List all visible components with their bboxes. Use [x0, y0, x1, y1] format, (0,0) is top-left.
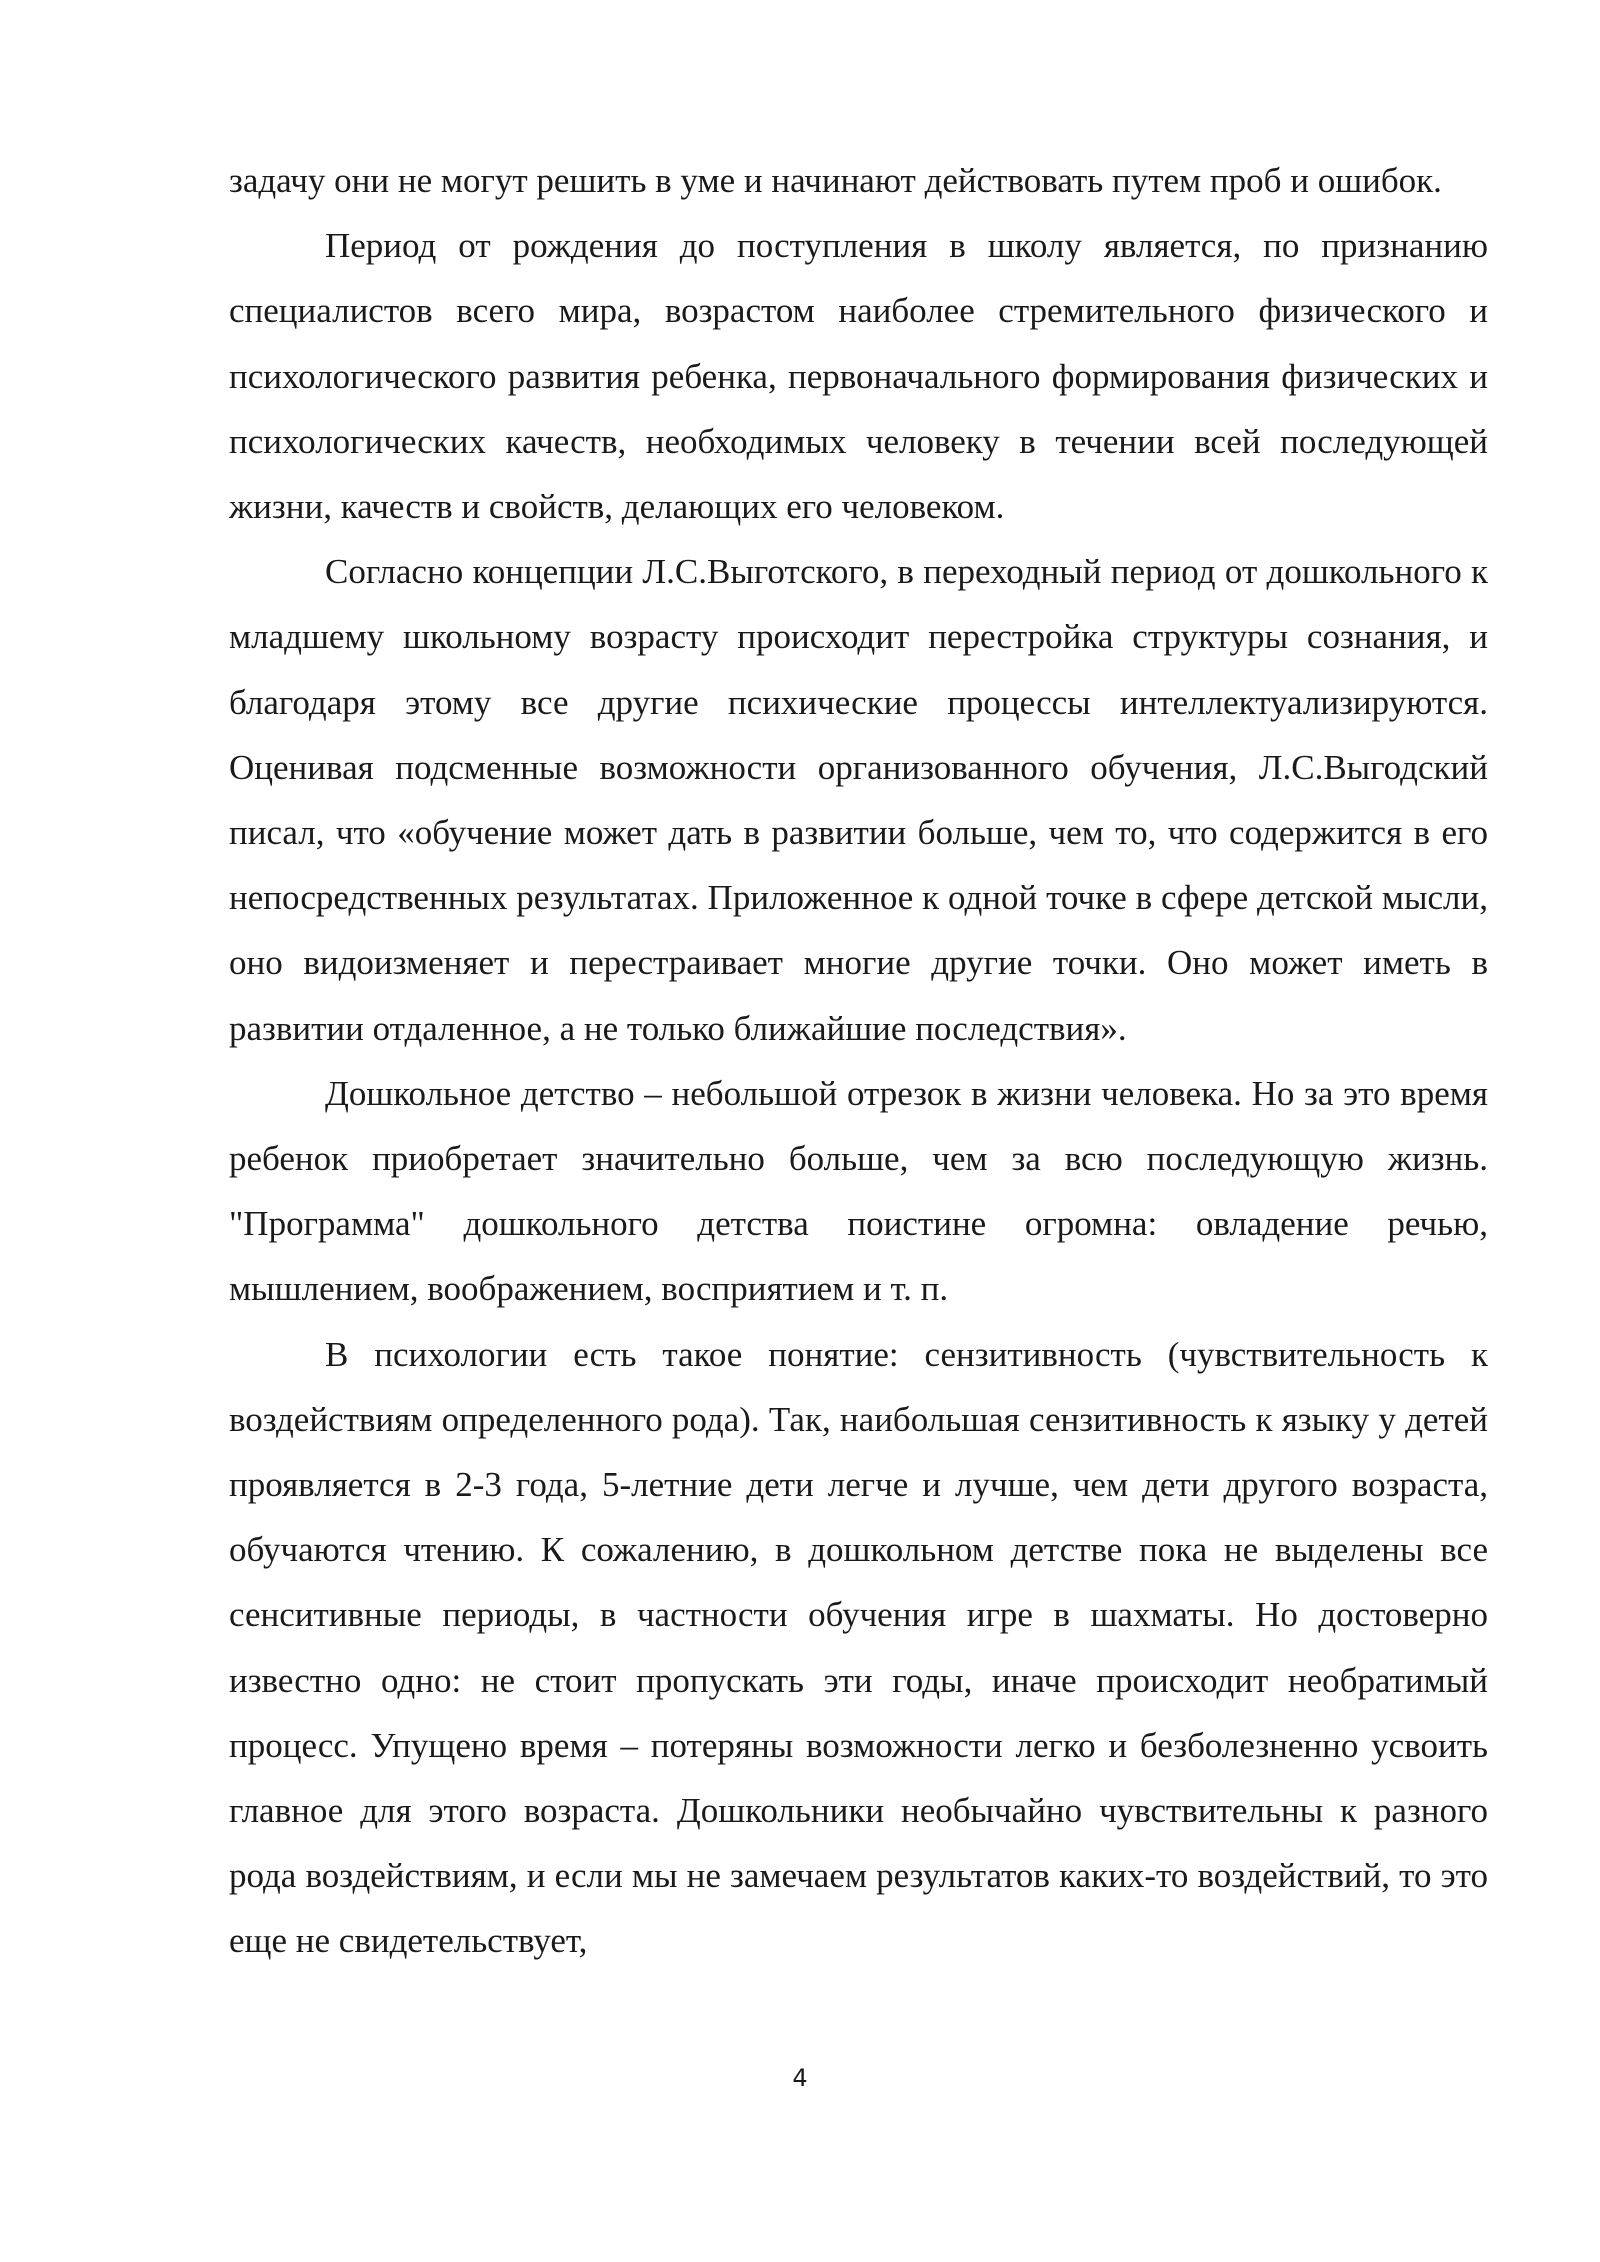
page-number: 4 — [792, 2064, 808, 2092]
paragraph-5: В психологии есть такое понятие: сензитивность (чувствительность к воздействиям определенного рода). Так, наибольшая сензитивность к языку у детей проявляется в 2-3 года, 5-летние дети легче и лучше, чем дети другого возраста, обучаются чтению. К сожалению, в дошкольном детстве пока не выделены все сенситивные периоды, в частности обучения игре в шахматы. Но достоверно известно одно: не стоит пропускать эти годы, иначе происходит необратимый процесс. Упущено время – потеряны возможности легко и безболезненно усвоить главное для этого возраста. Дошкольники необычайно чувствительны к разного рода воздействиям, и если мы не замечаем результатов каких-то воздействий, то это еще не свидетельствует, — [229, 1334, 1488, 1961]
paragraph-4: Дошкольное детство – небольшой отрезок в жизни человека. Но за это время ребенок приобретает значительно больше, чем за всю последующую жизнь. "Программа" дошкольного детства поистине огромна: овладение речью, мышлением, воображением, восприятием и т. п. — [229, 1073, 1488, 1309]
paragraph-1: задачу они не могут решить в уме и начинают действовать путем проб и ошибок. — [229, 161, 1442, 200]
paragraph-3: Согласно концепции Л.С.Выготского, в переходный период от дошкольного к младшему школьному возрасту происходит перестройка структуры сознания, и благодаря этому все другие психические процессы интеллектуализируются. Оценивая подсменные возможности организованного обучения, Л.С.Выгодский писал, что «обучение может дать в развитии больше, чем то, что содержится в его непосредственных результатах. Приложенное к одной точке в сфере детской мысли, оно видоизменяет и перестраивает многие другие точки. Оно может иметь в развитии отдаленное, а не только ближайшие последствия». — [229, 552, 1488, 1048]
body-text — [229, 148, 1488, 1974]
paragraph-2: Период от рождения до поступления в школу является, по признанию специалистов всего мира, возрастом наиболее стремительного физического и психологического развития ребенка, первоначального формирования физических и психологических качеств, необходимых человеку в течении всей последующей жизни, качеств и свойств, делающих его человеком. — [229, 226, 1488, 527]
